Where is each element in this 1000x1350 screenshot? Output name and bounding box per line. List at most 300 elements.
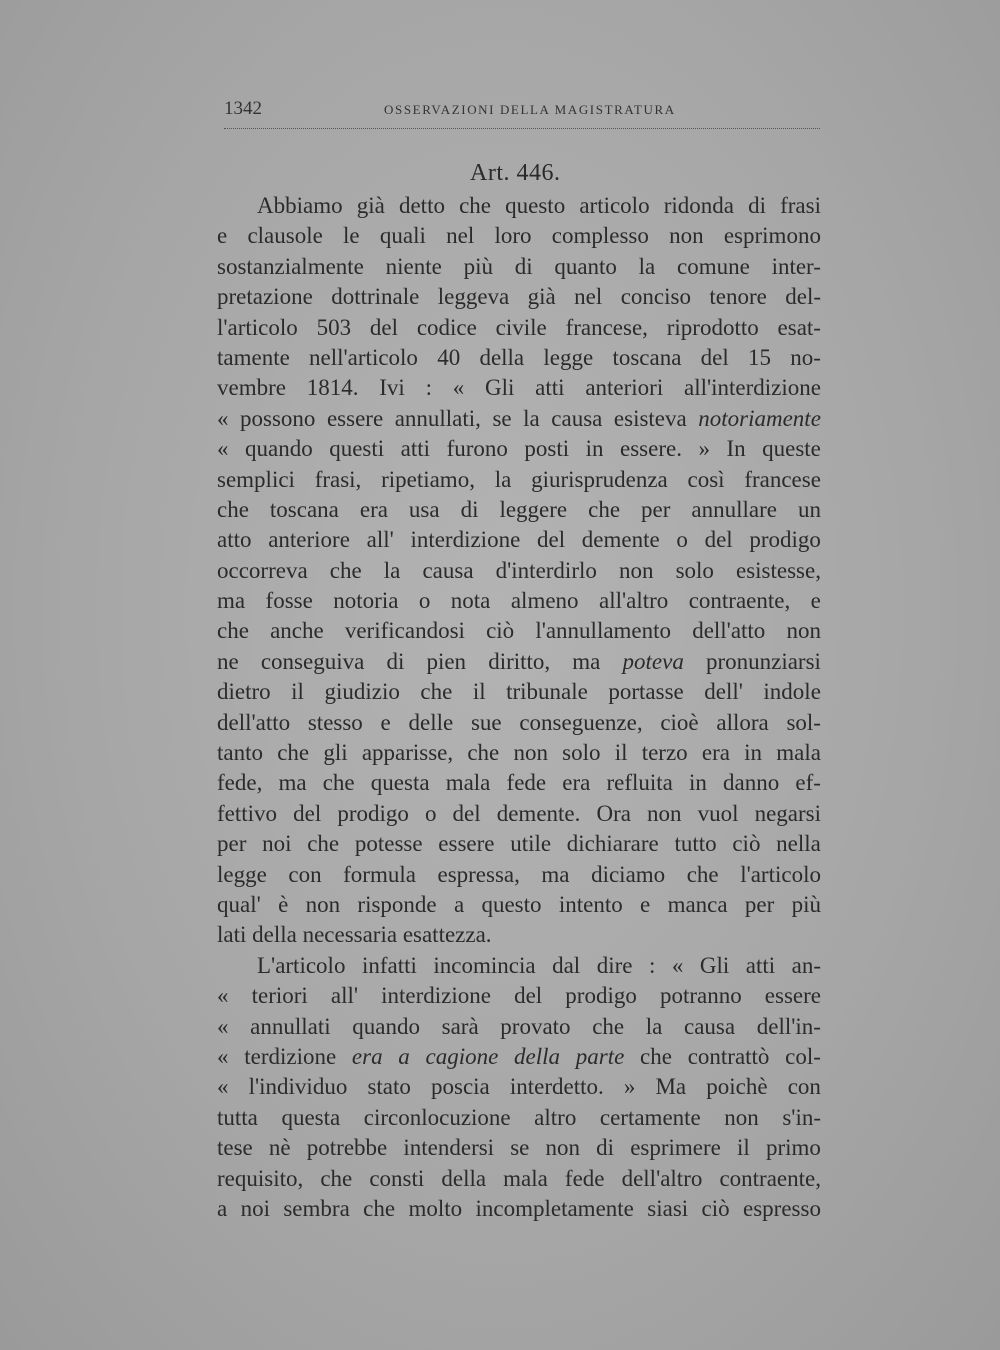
word: del (536, 527, 566, 553)
word: dietro (217, 679, 271, 705)
word: 15 (748, 344, 772, 370)
text-line (217, 1133, 821, 1163)
word: In (726, 436, 746, 462)
word: era (701, 740, 730, 766)
word: di (748, 193, 766, 218)
word: che (640, 1043, 672, 1069)
word: l'individuo (248, 1074, 348, 1100)
word: poichè (706, 1074, 768, 1100)
word: esisteva (613, 405, 687, 431)
word: diciamo (591, 861, 666, 887)
word: la (638, 253, 656, 279)
word: risponde (357, 891, 437, 917)
word: sembra (283, 1195, 350, 1221)
word: il (291, 679, 304, 705)
word: all'interdizione (683, 375, 821, 401)
word: noi (240, 1195, 270, 1221)
word: quali (379, 223, 426, 249)
word: nota (450, 588, 491, 614)
word: danno (723, 770, 780, 796)
word: così (687, 466, 725, 492)
text-line (217, 1012, 821, 1042)
italic-word: parte (575, 1043, 625, 1069)
word: nel (446, 223, 475, 249)
word: L'articolo (257, 952, 346, 978)
word: che (467, 740, 500, 766)
word: vembre (217, 375, 286, 401)
word: espressa, (437, 861, 520, 887)
word: all'altro (598, 588, 669, 614)
word: essere (764, 983, 821, 1009)
word: fede, (217, 770, 263, 796)
word: nella (776, 831, 821, 857)
word: requisito, (217, 1165, 304, 1191)
word: solo (675, 557, 714, 583)
word: essere. (620, 436, 682, 462)
word: ridonda (663, 193, 734, 218)
word: è (278, 891, 289, 917)
word: quando (352, 1013, 420, 1039)
word: già (356, 193, 385, 218)
word: Gli (485, 375, 515, 401)
text-line (217, 708, 821, 738)
word: col- (785, 1043, 821, 1069)
text-line (217, 373, 821, 403)
word: usa (408, 496, 440, 522)
word: la (383, 557, 401, 583)
word: del (369, 314, 399, 340)
word: giudizio (324, 679, 400, 705)
text-line (217, 768, 821, 798)
word: atti (535, 375, 565, 401)
text-line (217, 799, 821, 829)
word: mala (445, 770, 491, 796)
word: che (363, 1195, 396, 1221)
word: s'in- (782, 1104, 821, 1130)
word: « (217, 436, 229, 462)
word: non (513, 740, 548, 766)
word: che (277, 740, 310, 766)
word: possono (240, 405, 316, 431)
word: nè (268, 1135, 291, 1161)
word: contraente, (688, 588, 791, 614)
italic-word: cagione (425, 1043, 499, 1069)
text-line (217, 495, 821, 525)
word: infatti (361, 952, 417, 978)
word: poscia (431, 1074, 490, 1100)
word: codice (416, 314, 477, 340)
word: essere (438, 831, 495, 857)
word: all' (330, 983, 359, 1009)
word: sostanzialmente (217, 253, 364, 279)
text-run: lati della necessaria esattezza. (217, 922, 492, 948)
word: potesse (354, 831, 423, 857)
word: frasi, (314, 466, 362, 492)
word: in (585, 436, 604, 462)
word: espresso (743, 1195, 821, 1221)
word: se (492, 405, 512, 431)
text-line (217, 1103, 821, 1133)
word: « (217, 1074, 229, 1100)
word: un (797, 496, 821, 522)
word: con (288, 861, 322, 887)
word: o (418, 588, 431, 614)
word: non (669, 223, 704, 249)
word: fede (506, 770, 547, 796)
text-line (217, 616, 821, 646)
word: della (479, 344, 525, 370)
word: all' (366, 527, 394, 553)
word: di (460, 496, 479, 522)
word: leggere (499, 496, 568, 522)
word: intendersi (403, 1135, 495, 1161)
word: questa (370, 770, 430, 796)
word: toscana (269, 496, 339, 522)
word: dell' (704, 679, 743, 705)
word: interdetto. (509, 1074, 604, 1100)
word: refluita (606, 770, 673, 796)
word: che (686, 861, 719, 887)
word: terzo (641, 740, 688, 766)
word: giurisprudenza (531, 466, 668, 492)
word: dottrinale (331, 284, 420, 310)
word: l'articolo (740, 861, 821, 887)
article-heading: Art. 446. (470, 160, 561, 186)
word: in (744, 740, 763, 766)
word: atti (400, 436, 431, 462)
word: ma (217, 588, 246, 614)
text-line (217, 313, 821, 343)
word: il (737, 1135, 750, 1161)
word: dell'atto (692, 618, 766, 644)
word: manca (667, 891, 728, 917)
word: annullati, (394, 405, 481, 431)
word: che (592, 1013, 625, 1039)
word: che (322, 770, 355, 796)
word: qual' (217, 891, 261, 917)
word: esistesse, (736, 557, 821, 583)
word: dell'in- (756, 1013, 821, 1039)
word: formula (343, 861, 416, 887)
word: ciò (732, 831, 761, 857)
word: verificandosi (344, 618, 465, 644)
word: stato (367, 1074, 411, 1100)
word: pien (426, 648, 467, 674)
word: anteriore (268, 527, 350, 553)
word: incomincia (433, 952, 536, 978)
word: che (217, 496, 249, 522)
word: conseguiva (260, 648, 365, 674)
word: portasse (608, 679, 684, 705)
word: di (514, 253, 533, 279)
word: Abbiamo (257, 193, 343, 218)
word: « (217, 1013, 229, 1039)
word: ciò (486, 618, 515, 644)
italic-word: a (398, 1043, 410, 1069)
word: articolo (579, 193, 650, 218)
word: interdizione (381, 983, 491, 1009)
word: teriori (251, 983, 308, 1009)
word: del (514, 983, 543, 1009)
word: esat- (777, 314, 821, 340)
word: gli (323, 740, 348, 766)
word: vuol (697, 800, 739, 826)
word: solo (562, 740, 601, 766)
word: Ma (655, 1074, 687, 1100)
text-line (217, 586, 821, 616)
word: quando (245, 436, 313, 462)
word: causa (422, 557, 474, 583)
italic-word: notoriamente (698, 405, 821, 431)
word: dichiarare (566, 831, 659, 857)
text-line (217, 860, 821, 890)
word: e (640, 891, 651, 917)
word: conseguenze, (519, 709, 643, 735)
text-line (217, 829, 821, 859)
word: non (618, 557, 654, 583)
word: che (320, 1165, 353, 1191)
text-line (217, 951, 821, 981)
text-line (217, 556, 821, 586)
word: consti (369, 1165, 425, 1191)
word: posti (524, 436, 570, 462)
word: in (689, 770, 707, 796)
word: prodigo (565, 983, 637, 1009)
word: civile (495, 314, 547, 340)
word: per (744, 891, 775, 917)
word: primo (765, 1135, 821, 1161)
page-number: 1342 (224, 98, 262, 119)
running-title: OSSERVAZIONI DELLA MAGISTRATURA (384, 102, 676, 117)
word: interdizione (410, 527, 521, 553)
word: l'annullamento (535, 618, 672, 644)
word: » (698, 436, 710, 462)
word: leggeva (437, 284, 510, 310)
word: questo (481, 891, 542, 917)
word: « (217, 1043, 229, 1069)
word: che (588, 496, 621, 522)
text-line (217, 738, 821, 768)
word: legge (543, 344, 594, 370)
word: il (614, 740, 628, 766)
text-line (217, 465, 821, 495)
word: che (329, 557, 362, 583)
word: frasi (780, 193, 821, 218)
word: demente (581, 527, 660, 553)
word: detto (398, 193, 445, 218)
word: conciso (620, 284, 691, 310)
word: mala (503, 1165, 548, 1191)
word: dal (552, 952, 581, 978)
word: mala (776, 740, 821, 766)
text-line (217, 343, 821, 373)
italic-word: poteva (622, 648, 684, 674)
word: demente. (496, 800, 581, 826)
word: sue (470, 709, 502, 735)
word: la (494, 466, 512, 492)
word: a (217, 1195, 228, 1221)
word: o (424, 800, 437, 826)
word: prodigo (749, 527, 821, 553)
word: e (217, 223, 228, 249)
word: annullare (691, 496, 777, 522)
word: : (425, 375, 432, 401)
word: questa (281, 1104, 341, 1130)
word: niente (385, 253, 442, 279)
word: che (307, 831, 340, 857)
word: tamente (217, 344, 290, 370)
word: non (545, 1135, 581, 1161)
text-line (217, 404, 821, 434)
word: non (786, 618, 821, 644)
word: tribunale (506, 679, 588, 705)
word: furono (446, 436, 508, 462)
word: quanto (554, 253, 617, 279)
text-line (217, 434, 821, 464)
word: che (217, 618, 249, 644)
word: circonlocuzione (363, 1104, 511, 1130)
word: tese (217, 1135, 253, 1161)
word: pronunziarsi (705, 648, 821, 674)
word: molto (408, 1195, 463, 1221)
word: almeno (510, 588, 579, 614)
word: ef- (795, 770, 821, 796)
word: loro (494, 223, 532, 249)
text-line (217, 1072, 821, 1102)
word: del (293, 800, 322, 826)
word: di (386, 648, 405, 674)
word: ma (572, 648, 601, 674)
word: complesso (551, 223, 649, 249)
word: no- (790, 344, 821, 370)
word: essere (326, 405, 384, 431)
word: tutta (217, 1104, 258, 1130)
word: clausole (247, 223, 323, 249)
word: era (562, 770, 591, 796)
word: non (647, 800, 682, 826)
word: le (343, 223, 360, 249)
word: altro (534, 1104, 577, 1130)
text-line (217, 525, 821, 555)
word: e (380, 709, 391, 735)
word: francese, (565, 314, 648, 340)
word: intento (558, 891, 623, 917)
word: questi (329, 436, 385, 462)
word: ma (541, 861, 570, 887)
word: del- (785, 284, 821, 310)
word: anteriori (585, 375, 664, 401)
word: Gli (699, 952, 730, 978)
word: potrebbe (306, 1135, 388, 1161)
word: del (700, 344, 729, 370)
word: riprodotto (666, 314, 759, 340)
text-line (217, 890, 821, 920)
text-line (217, 1194, 821, 1224)
word: e (810, 588, 821, 614)
text-line (217, 191, 821, 221)
word: più (791, 891, 821, 917)
word: francese (744, 466, 821, 492)
word: già (527, 284, 556, 310)
text-line (217, 647, 821, 677)
word: an- (791, 952, 821, 978)
word: stesso (307, 709, 363, 735)
word: per (217, 831, 247, 857)
word: negarsi (754, 800, 821, 826)
word: diritto, (488, 648, 551, 674)
word: 503 (316, 314, 352, 340)
word: semplici (217, 466, 295, 492)
word: d'interdirlo (495, 557, 597, 583)
word: tenore (709, 284, 767, 310)
word: contrattò (687, 1043, 770, 1069)
word: certamente (599, 1104, 701, 1130)
text-line (217, 981, 821, 1011)
word: tutto (674, 831, 717, 857)
word: incompletamente (475, 1195, 634, 1221)
word: indole (763, 679, 821, 705)
word: che (459, 193, 492, 218)
word: atti (745, 952, 776, 978)
word: queste (762, 436, 821, 462)
word: della (441, 1165, 487, 1191)
word: « (217, 405, 229, 431)
word: atto (217, 527, 252, 553)
word: legge (217, 861, 267, 887)
word: pretazione (217, 284, 313, 310)
word: occorreva (217, 557, 308, 583)
word: dire (596, 952, 633, 978)
word: dell'atto (217, 709, 291, 735)
text-line (217, 221, 821, 251)
word: toscana (612, 344, 682, 370)
word: cioè (660, 709, 699, 735)
word: : (648, 952, 656, 978)
word: fede (564, 1165, 605, 1191)
word: » (623, 1074, 636, 1100)
word: del (704, 527, 733, 553)
word: 40 (437, 344, 461, 370)
word: noi (262, 831, 292, 857)
word: per (641, 496, 671, 522)
word: Ivi (379, 375, 405, 401)
word: causa (551, 405, 603, 431)
word: la (645, 1013, 663, 1039)
word: fettivo (217, 800, 278, 826)
text-line (217, 282, 821, 312)
word: delle (408, 709, 454, 735)
word: esprimere (630, 1135, 721, 1161)
word: notoria (333, 588, 399, 614)
word: anche (270, 618, 324, 644)
text-line (217, 252, 821, 282)
word: terdizione (244, 1043, 337, 1069)
page-header (224, 98, 820, 129)
text-line (217, 1164, 821, 1194)
word: esprimono (723, 223, 821, 249)
word: con (787, 1074, 821, 1100)
text-line (217, 677, 821, 707)
word: ne (217, 648, 239, 674)
word: che (420, 679, 453, 705)
word: l'articolo (217, 314, 298, 340)
italic-word: era (351, 1043, 383, 1069)
word: apparisse, (361, 740, 454, 766)
word: o (676, 527, 688, 553)
word: tanto (217, 740, 263, 766)
word: annullati (250, 1013, 331, 1039)
word: Ora (596, 800, 631, 826)
